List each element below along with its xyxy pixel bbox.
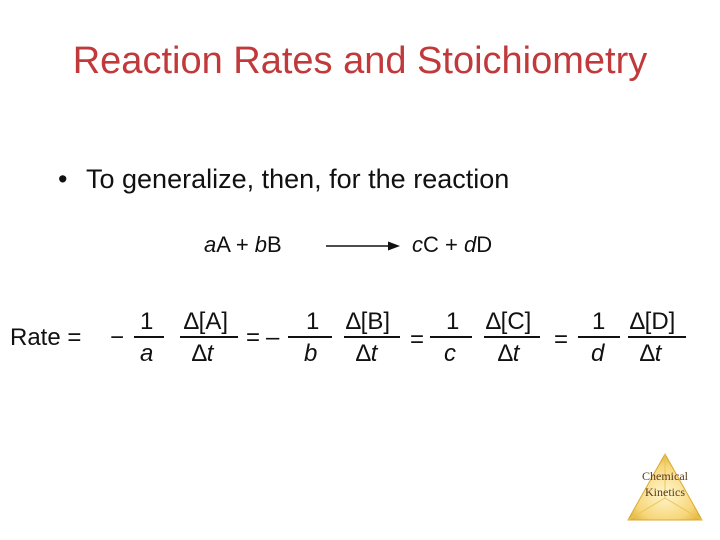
equals-sign: = xyxy=(554,326,569,353)
delta-concentration-c: ∆[C] xyxy=(486,308,532,335)
delta-concentration-d: ∆[D] xyxy=(630,308,676,335)
equals-sign: = xyxy=(410,326,425,353)
numerator-one-b: 1 xyxy=(306,308,320,335)
rate-label: Rate = xyxy=(10,324,82,351)
time-symbol: t xyxy=(370,340,378,367)
bullet-marker: • xyxy=(58,164,68,194)
numerator-one-c: 1 xyxy=(446,308,460,335)
species-a: A + xyxy=(216,232,255,257)
reaction-equation xyxy=(0,232,720,268)
fraction-bar xyxy=(344,336,400,338)
fraction-bar xyxy=(180,336,238,338)
delta-concentration-b: ∆[B] xyxy=(346,308,391,335)
reaction-arrow-icon xyxy=(326,236,400,256)
coef-d: d xyxy=(463,232,477,257)
bullet-item xyxy=(58,164,509,195)
fraction-bar xyxy=(288,336,332,338)
badge-line-2: Kinetics xyxy=(645,485,685,499)
time-symbol: t xyxy=(512,340,520,367)
delta-time-c xyxy=(498,340,519,368)
delta-symbol: ∆ xyxy=(356,340,371,367)
delta-time-a xyxy=(192,340,213,368)
equals-sign: = xyxy=(246,324,261,351)
minus-sign: − xyxy=(110,324,125,351)
fraction-bar xyxy=(484,336,540,338)
fraction-bar xyxy=(578,336,620,338)
species-c: C + xyxy=(423,232,464,257)
fraction-bar xyxy=(134,336,164,338)
reactants xyxy=(204,232,282,258)
species-b: B xyxy=(267,232,282,257)
fraction-bar xyxy=(628,336,686,338)
delta-symbol: ∆ xyxy=(192,340,207,367)
delta-symbol: ∆ xyxy=(498,340,513,367)
minus-sign: – xyxy=(266,324,280,351)
slide-title: Reaction Rates and Stoichiometry xyxy=(72,40,648,82)
delta-concentration-a: ∆[A] xyxy=(184,308,229,335)
coef-b: b xyxy=(254,232,268,257)
delta-symbol: ∆ xyxy=(640,340,655,367)
numerator-one-d: 1 xyxy=(592,308,606,335)
products xyxy=(412,232,492,258)
delta-time-d xyxy=(640,340,661,368)
badge-label xyxy=(626,468,704,500)
delta-time-b xyxy=(356,340,377,368)
denominator-c: c xyxy=(444,340,456,367)
time-symbol: t xyxy=(206,340,214,367)
denominator-d: d xyxy=(591,340,605,367)
time-symbol: t xyxy=(654,340,662,367)
coef-a: a xyxy=(204,232,217,257)
badge-line-1: Chemical xyxy=(642,469,688,483)
coef-c: c xyxy=(412,232,423,257)
denominator-a: a xyxy=(140,340,154,367)
fraction-bar xyxy=(430,336,472,338)
bullet-text: To generalize, then, for the reaction xyxy=(86,164,510,194)
species-d: D xyxy=(476,232,493,257)
denominator-b: b xyxy=(304,340,318,367)
numerator-one-a: 1 xyxy=(140,308,154,335)
